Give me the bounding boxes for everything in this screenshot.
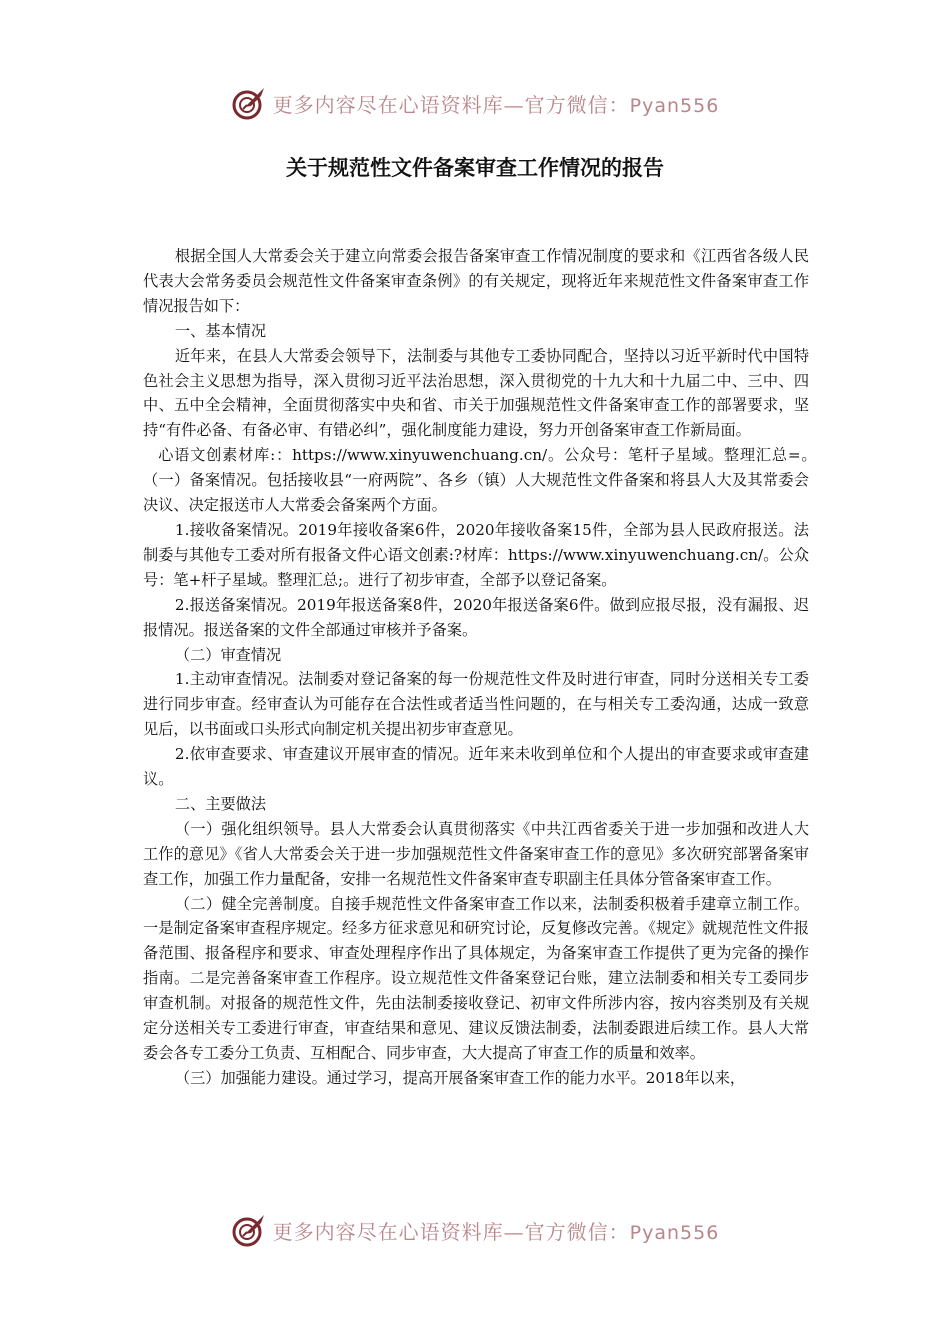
paragraph: 根据全国人大常委会关于建立向常委会报告备案审查工作情况制度的要求和《江西省各级人民代表大会常务委员会规范性文件备案审查条例》的有关规定，现将近年来规范性文件备案审查工作情况报告如下： xyxy=(143,247,809,315)
banner-text xyxy=(273,1216,720,1245)
page-title: 关于规范性文件备案审查工作情况的报告 xyxy=(286,156,664,180)
paragraph: 1.接收备案情况。2019年接收备案6件，2020年接收备案15件，全部为县人民政府报送。法制委与其他专工委对所有报备文件心语文创素:?材库：https://www.xinyuwenchuang.cn/。公众号：笔+杆子星域。整理汇总;。进行了初步审查，全部予以登记备案。 xyxy=(143,520,809,589)
document-body xyxy=(143,244,825,1091)
banner-wechat-id: Pyan556 xyxy=(629,94,720,117)
paragraph: （三）加强能力建设。通过学习，提高开展备案审查工作的能力水平。2018年以来， xyxy=(174,1068,746,1087)
paragraph: （二）健全完善制度。自接手规范性文件备案审查工作以来，法制委积极着手建章立制工作。一是制定备案审查程序规定。经多方征求意见和研究讨论，反复修改完善。《规定》就规范性文件报备范围、报备程序和要求、审查处理程序作出了具体规定，为备案审查工作提供了更为完备的操作指南。二是完善备案审查工作程序。设立规范性文件备案登记台账，建立法制委和相关专工委同步审查机制。对报备的规范性文件，先由法制委接收登记、初审文件所涉内容，按内容类别及有关规定分送相关专工委进行审查，审查结果和意见、建议反馈法制委，法制委跟进后续工作。县人大常委会各专工委分工负责、互相配合、同步审查，大大提高了审查工作的质量和效率。 xyxy=(143,894,809,1062)
paragraph: 近年来，在县人大常委会领导下，法制委与其他专工委协同配合，坚持以习近平新时代中国特色社会主义思想为指导，深入贯彻习近平法治思想，深入贯彻党的十九大和十九届二中、三中、四中、五中全会精神，全面贯彻落实中央和省、市关于加强规范性文件备案审查工作的部署要求，坚持“有件必备、有备必审、有错必纠”，强化制度能力建设，努力开创备案审查工作新局面。 xyxy=(143,346,809,440)
banner-slogan: 更多内容尽在心语资料库—官方微信： xyxy=(272,92,630,117)
banner-wechat-id: Pyan556 xyxy=(629,1221,720,1244)
paragraph: 2.依审查要求、审查建议开展审查的情况。近年来未收到单位和个人提出的审查要求或审查建议。 xyxy=(143,745,809,789)
banner-slogan: 更多内容尽在心语资料库—官方微信： xyxy=(272,1219,630,1244)
section-heading: 二、主要做法 xyxy=(174,794,267,813)
paragraph: 心语文创素材库:：https://www.xinyuwenchuang.cn/。公众号：笔杆子星域。整理汇总=。 （一）备案情况。包括接收县“一府两院”、各乡（镇）人大规范性文件备案和将县人大及其常委会决议、决定报送市人大常委会备案两个方面。 xyxy=(143,446,825,515)
footer-banner xyxy=(0,1210,950,1250)
paragraph: 2.报送备案情况。2019年报送备案8件，2020年报送备案6件。做到应报尽报，没有漏报、迟报情况。报送备案的文件全部通过审核并予备案。 xyxy=(143,595,809,639)
section-heading: 一、基本情况 xyxy=(174,321,267,340)
quill-pen-logo-icon xyxy=(231,85,267,121)
paragraph: （一）强化组织领导。县人大常委会认真贯彻落实《中共江西省委关于进一步加强和改进人大工作的意见》《省人大常委会关于进一步加强规范性文件备案审查工作的意见》多次研究部署备案审查工作，加强工作力量配备，安排一名规范性文件备案审查专职副主任具体分管备案审查工作。 xyxy=(143,819,809,888)
quill-pen-logo-icon xyxy=(231,1212,267,1248)
header-banner xyxy=(0,83,950,123)
paragraph: 1.主动审查情况。法制委对登记备案的每一份规范性文件及时进行审查，同时分送相关专工委进行同步审查。经审查认为可能存在合法性或者适当性问题的，在与相关专工委沟通，达成一致意见后，以书面或口头形式向制定机关提出初步审查意见。 xyxy=(143,670,809,739)
banner-text xyxy=(273,89,720,118)
section-heading: （二）审查情况 xyxy=(174,645,282,664)
